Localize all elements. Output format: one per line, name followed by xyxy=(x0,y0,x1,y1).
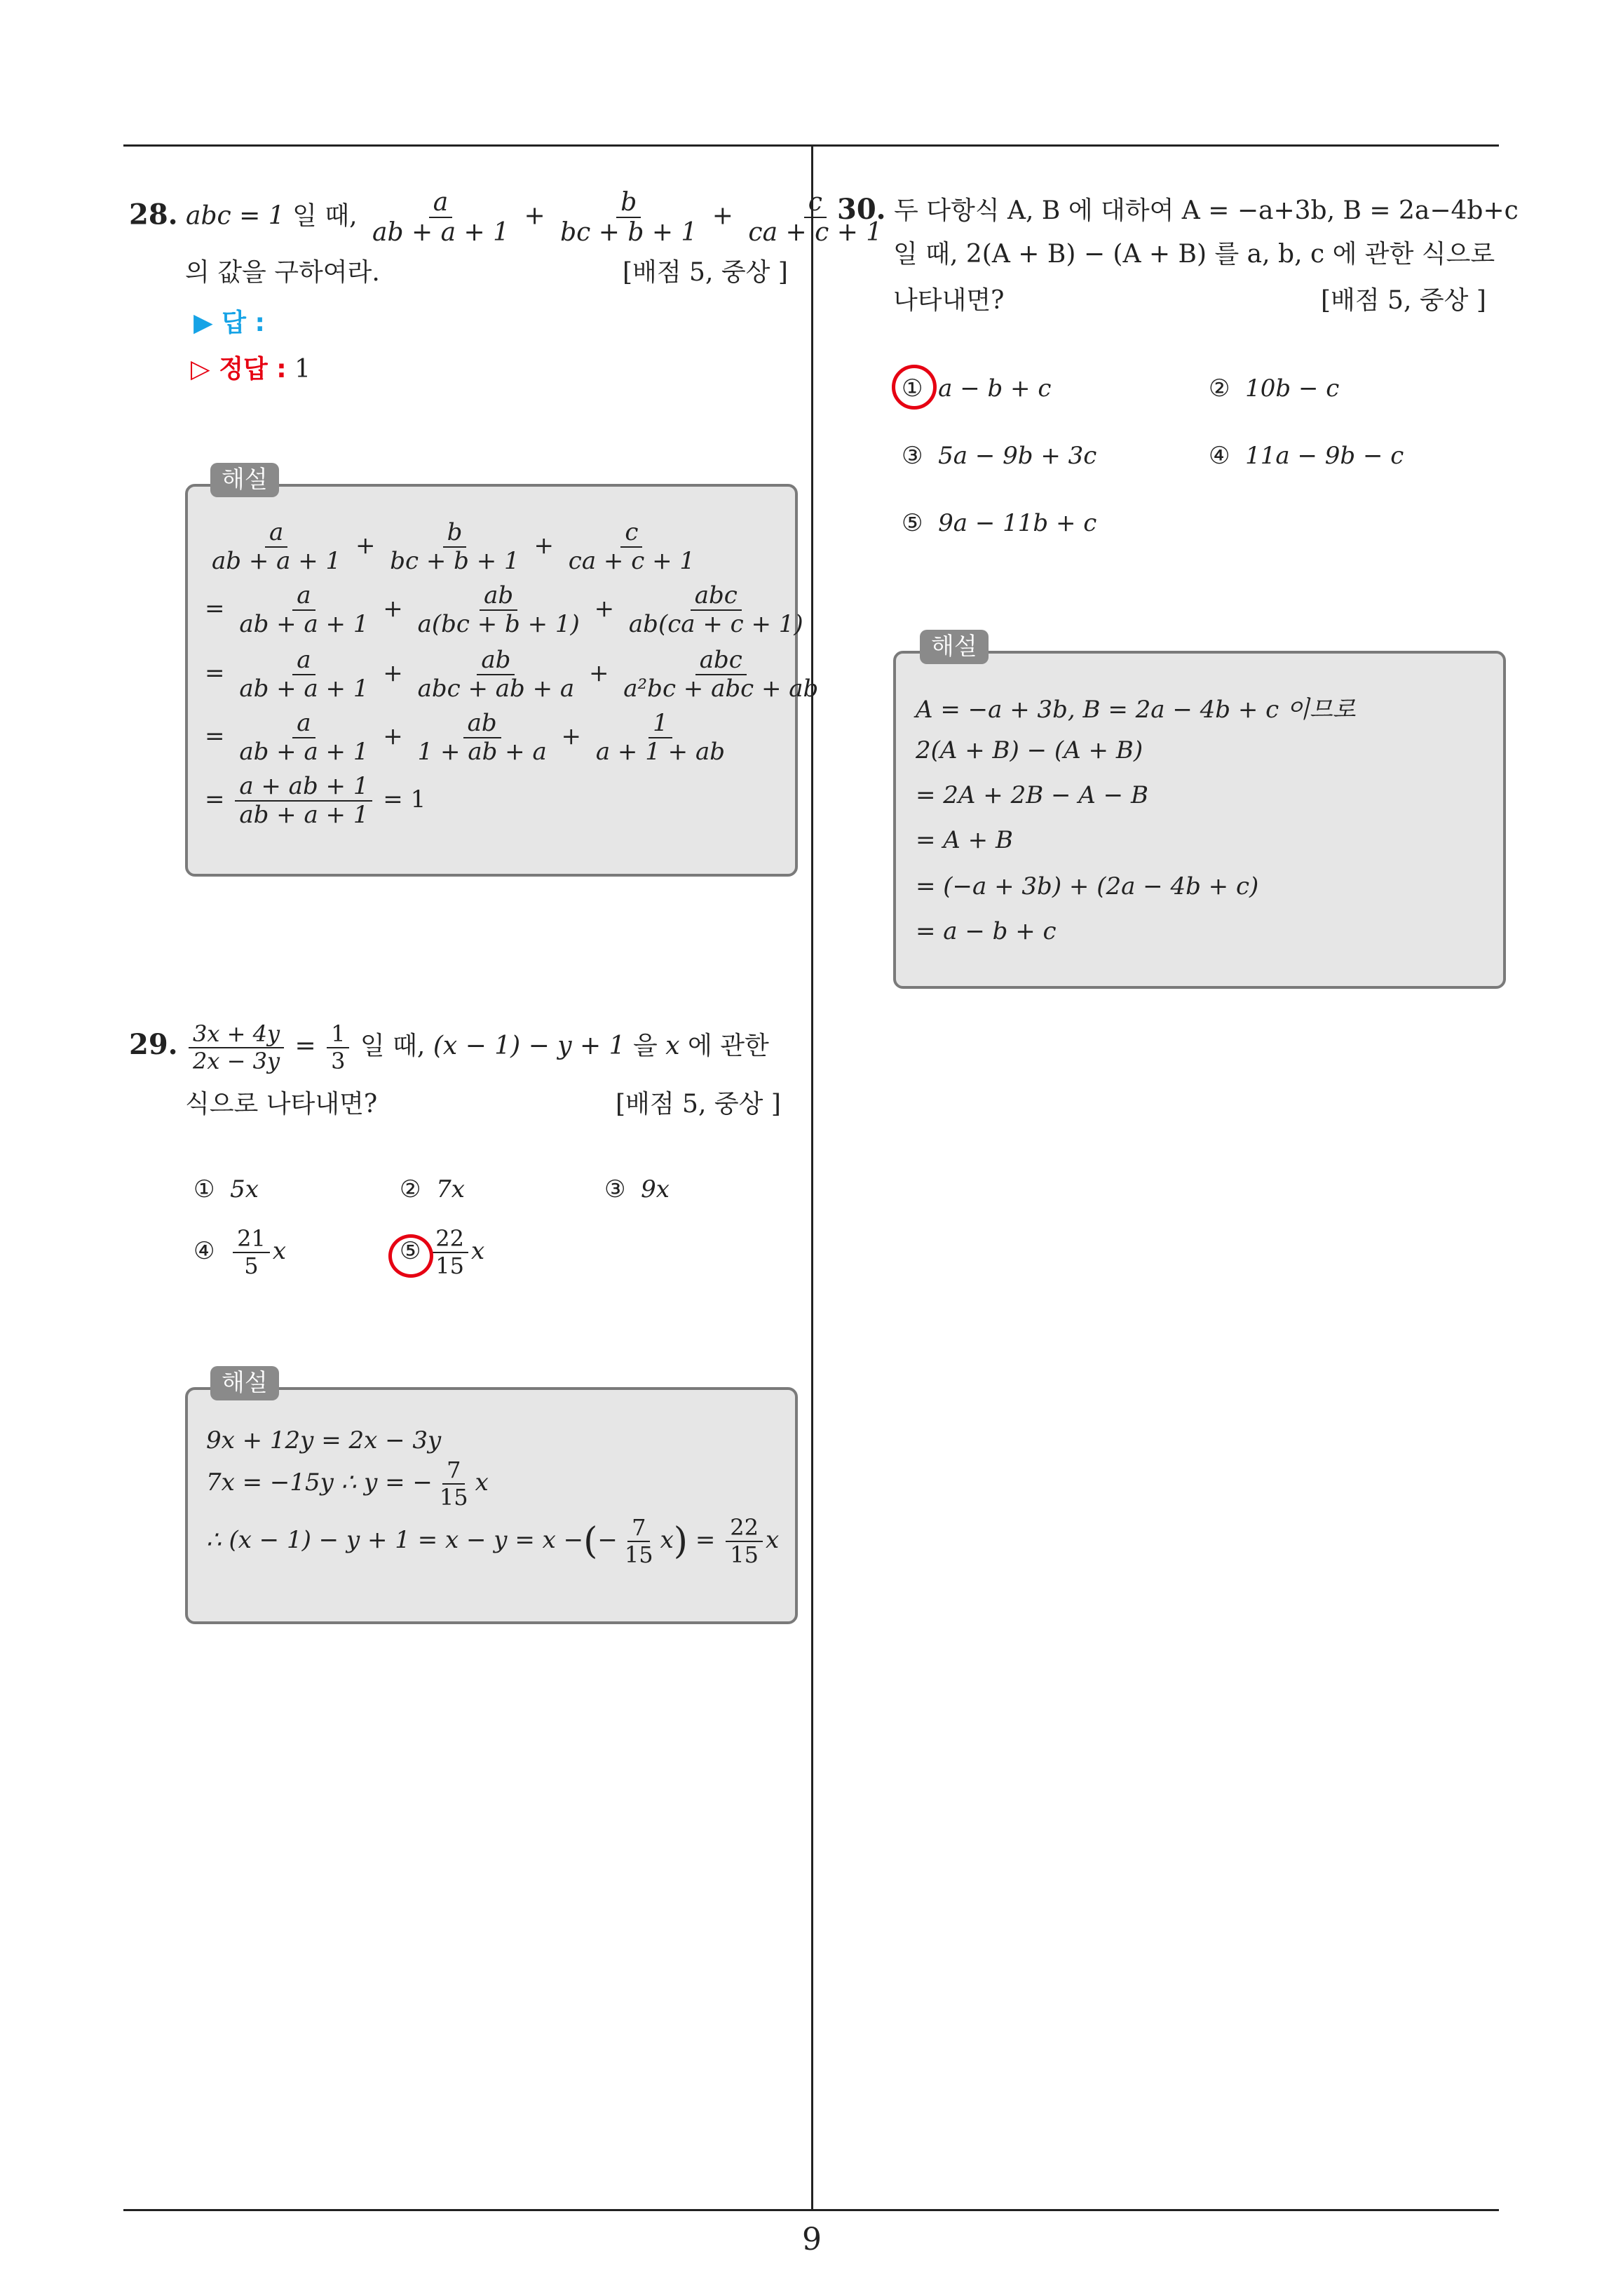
q29-sol-line-3: ∴ (x − 1) − y + 1 = x − y = x −(− $\frac{7}{15}$ x) = $\frac{22}{15}$ x xyxy=(206,1514,780,1568)
q30-sol-line-3: = 2A + 2B − A − B xyxy=(916,781,1148,809)
q28-condition: abc = 1 xyxy=(186,201,285,231)
q30-choice-5[interactable]: ⑤ 9a − 11b + c xyxy=(902,509,1097,537)
q28-line2: 의 값을 구하여라. xyxy=(185,258,380,287)
q30-choice-2[interactable]: ② 10b − c xyxy=(1209,374,1340,403)
q29-choice-3[interactable]: ③ 9x xyxy=(604,1175,670,1203)
q29-selected-mark xyxy=(388,1234,433,1278)
q28-fraction-a: $\frac{a}{ab + a + 1}$ xyxy=(372,188,510,248)
question-number: 30. xyxy=(837,193,886,226)
q28-sol-row-2: = $\frac{a}{ab + a + 1}$ + $\frac{ab}{a(bc + b + 1)}$ + $\frac{\text{abc}}{ab(ca + c + 1)}$ xyxy=(205,581,803,639)
q28-fraction-b: $\frac{b}{bc + b + 1}$ xyxy=(560,188,698,248)
q28-sol-row-1: $\frac{a}{ab + a + 1}$ + $\frac{b}{bc + b + 1}$ + $\frac{c}{ca + c + 1}$ xyxy=(212,518,695,576)
page-number: 9 xyxy=(802,2222,822,2257)
q28-header: 28. abc = 1 일 때, $\frac{a}{ab + a + 1}$ + $\frac{b}{bc + b + 1}$ + $\frac{c}{ca + c + 1}$ xyxy=(129,188,889,248)
q28-sol-row-3: = $\frac{a}{ab + a + 1}$ + $\frac{ab}{\text{abc + ab + a}}$ + $\frac{\text{abc}}{\text{a²bc + abc + ab}}$ xyxy=(205,646,819,703)
bottom-rule xyxy=(123,2209,1499,2211)
q29-sol-line-1: 9x + 12y = 2x − 3y xyxy=(206,1426,442,1454)
column-divider xyxy=(811,144,813,2210)
q28-score: [배점 5, 중상 ] xyxy=(623,258,788,287)
q30-line-1-text: 두 다항식 A, B 에 대하여 A = −a+3b, B = 2a−4b+c xyxy=(894,196,1519,225)
q28-correct-label: ▷ 정답 : xyxy=(191,355,287,384)
q29-line2: 식으로 나타내면? xyxy=(185,1090,378,1119)
q28-sol-row-5: = $\frac{a + ab + 1}{ab + a + 1}$ = 1 xyxy=(205,772,426,830)
q30-sol-line-4: = A + B xyxy=(916,826,1013,854)
q30-score: [배점 5, 중상 ] xyxy=(1321,286,1486,315)
q30-sol-line-2: 2(A + B) − (A + B) xyxy=(916,736,1143,764)
q28-answer-label: ▶ 답 : xyxy=(193,309,265,337)
q30-sol-line-6: = a − b + c xyxy=(916,917,1057,945)
q29-choice-1[interactable]: ① 5x xyxy=(193,1175,259,1203)
q30-sol-line-1: A = −a + 3b, B = 2a − 4b + c 이므로 xyxy=(916,696,1356,724)
q30-line-1 xyxy=(837,191,1519,227)
q30-sol-line-5: = (−a + 3b) + (2a − 4b + c) xyxy=(916,872,1259,900)
q30-line-2: 일 때, 2(A + B) − (A + B) 를 a, b, c 에 관한 식으로 xyxy=(893,240,1495,269)
q29-rhs-fraction: $\frac{1}{3}$ xyxy=(327,1021,349,1074)
question-number: 29. xyxy=(129,1027,178,1061)
q29-choice-2[interactable]: ② 7x xyxy=(400,1175,465,1203)
q30-line-3: 나타내면? xyxy=(893,286,1005,315)
q30-solution-tab: 해설 xyxy=(920,630,989,664)
q28-sol-row-4: = $\frac{a}{ab + a + 1}$ + $\frac{ab}{1 + ab + a}$ + $\frac{1}{a + 1 + ab}$ xyxy=(205,709,725,767)
q29-lhs-fraction: $\frac{3x + 4y}{2x - 3y}$ xyxy=(189,1021,284,1074)
q28-fraction-c: $\frac{c}{ca + c + 1}$ xyxy=(748,188,883,248)
q29-header: 29. $\frac{3x + 4y}{2x - 3y}$ = $\frac{1}{3}$ 일 때, (x − 1) − y + 1 을 x 에 관한 xyxy=(129,1020,769,1074)
q28-condition-suffix: 일 때, xyxy=(292,201,358,231)
q29-sol-line-2: 7x = −15y ∴ y = − $\frac{7}{15}$ x xyxy=(206,1457,489,1511)
q29-choice-5[interactable]: ⑤ $\frac{22}{15}$ x xyxy=(400,1225,485,1279)
q30-choice-4[interactable]: ④ 11a − 9b − c xyxy=(1209,442,1404,470)
q30-choice-1[interactable]: ① a − b + c xyxy=(902,374,1052,403)
q28-correct-row xyxy=(191,349,311,385)
question-number: 28. xyxy=(129,198,178,231)
q28-correct-value: 1 xyxy=(294,355,311,384)
q29-choice-4[interactable]: ④ $\frac{21}{5}$ x xyxy=(193,1225,287,1279)
q29-score: [배점 5, 중상 ] xyxy=(616,1090,781,1119)
q29-solution-tab: 해설 xyxy=(210,1366,279,1400)
q30-selected-mark xyxy=(892,365,937,410)
q28-solution-tab: 해설 xyxy=(210,463,279,497)
q30-choice-3[interactable]: ③ 5a − 9b + 3c xyxy=(902,442,1097,470)
